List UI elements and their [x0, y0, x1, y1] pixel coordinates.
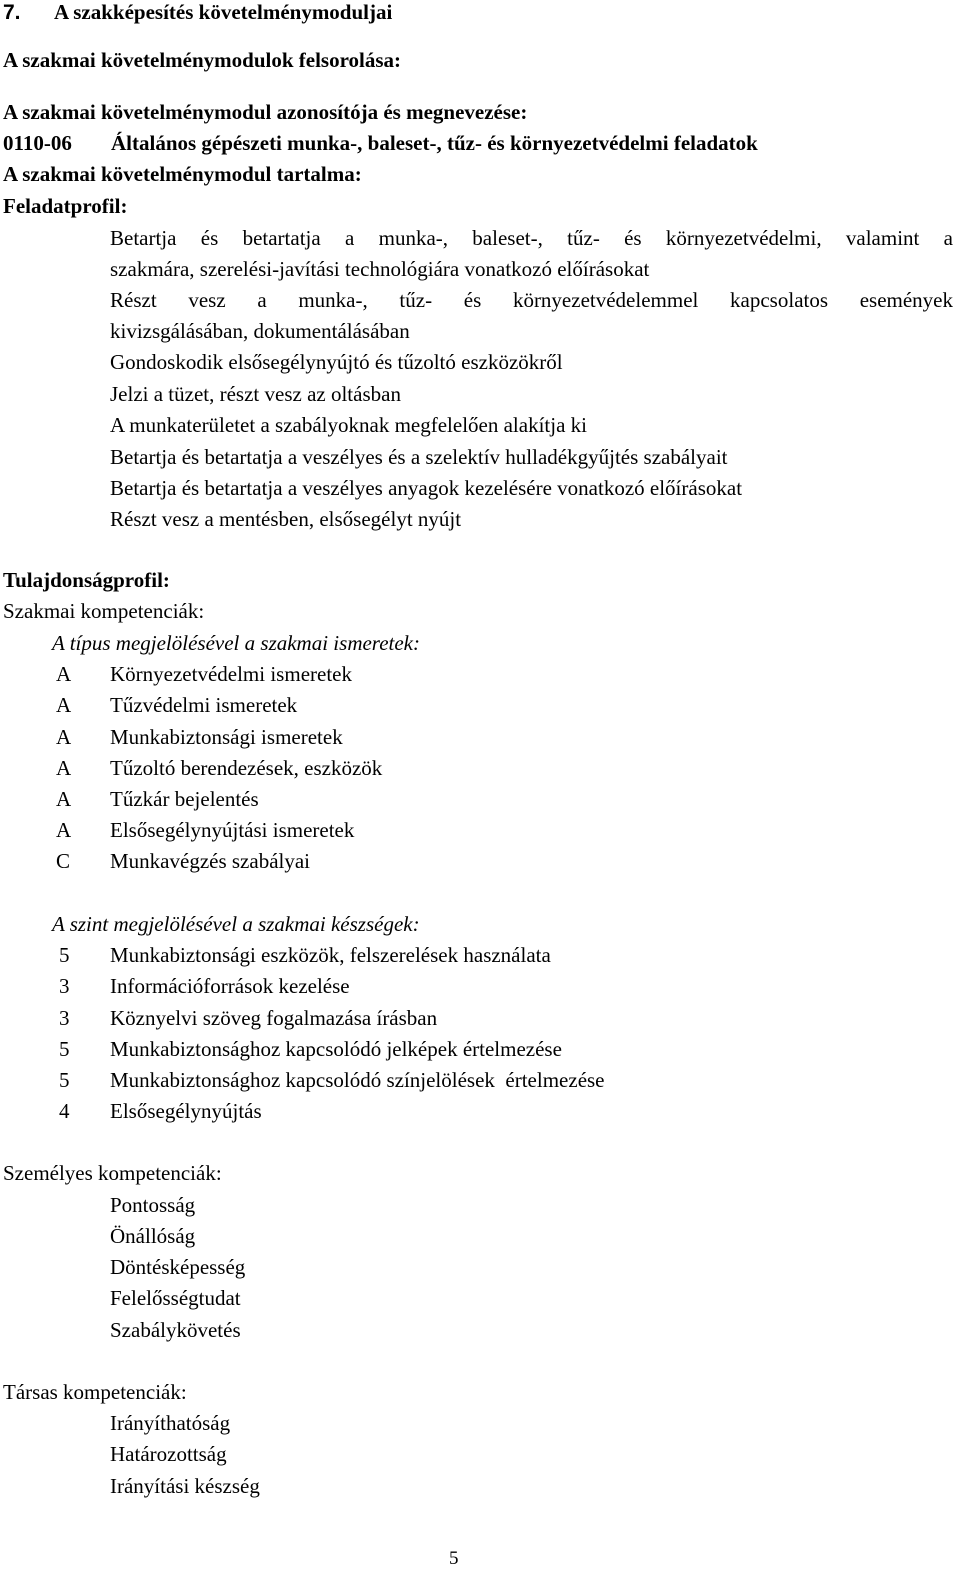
module-content-label: A szakmai követelménymodul tartalma: — [3, 162, 362, 186]
knowledge-item: Munkavégzés szabályai — [110, 849, 311, 873]
knowledge-type: A — [56, 662, 72, 686]
task-line: A munkaterületet a szabályoknak megfelelően alakítja ki — [110, 413, 587, 437]
skill-item: Információforrások kezelése — [110, 974, 350, 998]
knowledge-item: Tűzoltó berendezések, eszközök — [110, 756, 383, 780]
skill-item: Elsősegélynyújtás — [110, 1099, 262, 1123]
knowledge-item: Tűzkár bejelentés — [110, 787, 259, 811]
task-line: Betartja és betartatja a munka-, baleset-, tűz- és környezetvédelmi, valamint a — [110, 226, 953, 250]
knowledge-label: A típus megjelölésével a szakmai ismeretek: — [52, 631, 420, 655]
personal-competency: Szabálykövetés — [110, 1318, 241, 1342]
knowledge-item: Elsősegélynyújtási ismeretek — [110, 818, 355, 842]
knowledge-type: A — [56, 787, 72, 811]
skill-level: 5 — [59, 1037, 70, 1061]
knowledge-type: A — [56, 725, 72, 749]
task-line: Betartja és betartatja a veszélyes anyagok kezelésére vonatkozó előírásokat — [110, 476, 743, 500]
professional-competencies-label: Szakmai kompetenciák: — [3, 599, 205, 623]
knowledge-type: A — [56, 818, 72, 842]
skill-item: Munkabiztonsághoz kapcsolódó jelképek értelmezése — [110, 1037, 562, 1061]
page-number: 5 — [449, 1548, 459, 1569]
skill-item: Munkabiztonsági eszközök, felszerelések használata — [110, 943, 551, 967]
skill-level: 5 — [59, 943, 70, 967]
knowledge-type: A — [56, 756, 72, 780]
section-title: A szakképesítés követelménymoduljai — [54, 0, 393, 24]
section-number: 7. — [3, 1, 21, 24]
skill-level: 4 — [59, 1099, 70, 1123]
module-code: 0110-06 — [3, 131, 72, 155]
skill-level: 3 — [59, 1006, 70, 1030]
skill-level: 5 — [59, 1068, 70, 1092]
social-competency: Irányíthatóság — [110, 1411, 231, 1435]
module-name: Általános gépészeti munka-, baleset-, tűz- és környezetvédelmi feladatok — [111, 131, 758, 155]
task-line: Részt vesz a munka-, tűz- és környezetvédelemmel kapcsolatos események — [110, 288, 953, 312]
task-line: Betartja és betartatja a veszélyes és a szelektív hulladékgyűjtés szabályait — [110, 445, 728, 469]
property-profile-label: Tulajdonságprofil: — [3, 568, 170, 592]
task-profile-label: Feladatprofil: — [3, 194, 128, 218]
task-line: kivizsgálásában, dokumentálásában — [110, 319, 410, 343]
personal-competency: Döntésképesség — [110, 1255, 246, 1279]
knowledge-item: Munkabiztonsági ismeretek — [110, 725, 343, 749]
task-line: szakmára, szerelési-javítási technológiára vonatkozó előírásokat — [110, 257, 650, 281]
skill-item: Köznyelvi szöveg fogalmazása írásban — [110, 1006, 438, 1030]
personal-competency: Felelősségtudat — [110, 1286, 241, 1310]
personal-competency: Pontosság — [110, 1193, 196, 1217]
social-competencies-label: Társas kompetenciák: — [3, 1380, 187, 1404]
social-competency: Irányítási készség — [110, 1474, 260, 1498]
personal-competencies-label: Személyes kompetenciák: — [3, 1161, 222, 1185]
task-line: Gondoskodik elsősegélynyújtó és tűzoltó eszközökről — [110, 350, 563, 374]
module-id-label: A szakmai követelménymodul azonosítója és megnevezése: — [3, 100, 528, 124]
skill-level: 3 — [59, 974, 70, 998]
knowledge-item: Tűzvédelmi ismeretek — [110, 693, 298, 717]
social-competency: Határozottság — [110, 1442, 227, 1466]
knowledge-type: C — [56, 849, 71, 873]
task-line: Részt vesz a mentésben, elsősegélyt nyújt — [110, 507, 462, 531]
knowledge-type: A — [56, 693, 72, 717]
task-line: Jelzi a tüzet, részt vesz az oltásban — [110, 382, 401, 406]
skills-label: A szint megjelölésével a szakmai készségek: — [52, 912, 420, 936]
personal-competency: Önállóság — [110, 1224, 196, 1248]
skill-item: Munkabiztonsághoz kapcsolódó színjelölések értelmezése — [110, 1068, 605, 1092]
knowledge-item: Környezetvédelmi ismeretek — [110, 662, 352, 686]
module-list-title: A szakmai követelménymodulok felsorolása: — [3, 48, 402, 72]
